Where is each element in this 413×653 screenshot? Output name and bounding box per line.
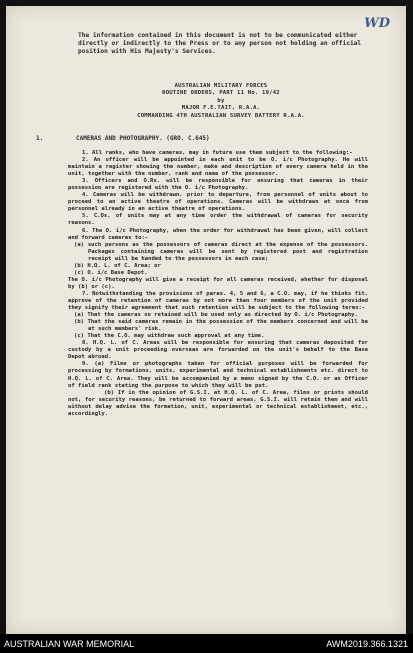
handwritten-mark: WD xyxy=(364,16,390,31)
order-heading xyxy=(76,83,366,120)
section-title: CAMERAS AND PHOTOGRAPHY. (GRO. C.645) xyxy=(76,135,210,142)
paragraph: 2. An officer will be appointed in each unit to be O. i/c Photography. He will maintain a register showing the number, make and description of every camera held in the unit, together with the number, rank and name of the possessor. xyxy=(68,157,368,178)
paragraph: (b) H.Q. L. of C. Area; or xyxy=(74,262,161,269)
heading-line-2: ROUTINE ORDERS, PART 11 No. 19/42 xyxy=(162,90,280,97)
heading-line-1: AUSTRALIAN MILITARY FORCES xyxy=(174,83,268,89)
paragraph: (b) If in the opinion of G.S.I. at H.Q. L. of C. Area, films or prints should not, for security reasons, be returned to forward areas, G.S.I. will retain them and will without delay advise the formation, unit, experimental or technical establishment, etc., accordingly. xyxy=(68,389,368,417)
paragraph: (b) That the said cameras remain in the possession of the members concerned and will be at such members' risk. xyxy=(74,319,368,333)
paragraph: 6. The O. i/c Photography, when the order for withdrawal has been given, will collect and forward cameras to:- xyxy=(68,227,368,241)
heading-line-5: COMMANDING 4TH AUSTRALIAN SURVEY BATTERY R.A.A. xyxy=(137,112,305,119)
paragraph: The O. i/c Photography will give a receipt for all cameras received, whether for disposal by (b) or (c). xyxy=(68,276,368,290)
paragraph: (c) O. i/c Base Depot. xyxy=(74,269,148,276)
paragraph: (c) That the C.O. may withdraw such approval at any time. xyxy=(74,333,265,340)
document-page xyxy=(6,6,406,634)
paragraph: 7. Notwithstanding the provisions of paras. 4, 5 and 6, a C.O. may, if he thinks fit, approve of the retention of cameras by not more than four members of the unit provided they signify their agreement that such retention will be subject to the following terms:- xyxy=(68,290,368,312)
order-body xyxy=(68,150,368,418)
security-notice: The information contained in this document is not to be communicated either directly or indirectly to the Press or to any person not holding an official position with His Majesty's Services. xyxy=(78,32,362,55)
paragraph: 1. All ranks, who have cameras, may in future use them subject to the following:- xyxy=(82,150,353,156)
footer-accession-number: AWM2019.366.1321 xyxy=(326,639,408,649)
section-number: 1. xyxy=(36,135,44,142)
heading-line-3: by xyxy=(217,97,225,104)
paragraph: (a) such persons as the possessors of cameras direct at the expense of the possessors. Packages containing cameras will be sent by registered post and registration receipt will be handed to the possessors in each case; xyxy=(74,241,368,262)
paragraph: 5. C.Os. of units may at any time order the withdrawal of cameras for security reasons. xyxy=(68,213,368,227)
paragraph: 3. Officers and O.Rs. will be responsible for ensuring that cameras in their possession are registered with the O. i/c Photography. xyxy=(68,178,368,192)
paragraph: 4. Cameras will be withdrawn, prior to departure, from personnel of units about to proceed to an active theatre of operations. Cameras will be withdrawn at once from personnel already in an active theatre of operations. xyxy=(68,192,368,213)
archive-footer xyxy=(0,634,413,653)
paragraph: 9. (a) Films or photographs taken for official purposes will be forwarded for processing by formations, units, experimental and technical establishments etc. direct to H.Q. L. of C. Area. They will be accompanied by a memo signed by the C.O. or an Officer of field rank stating the purpose to which they will be put. xyxy=(68,361,368,389)
footer-institution: AUSTRALIAN WAR MEMORIAL xyxy=(4,639,135,649)
heading-line-4: MAJOR F.E.TAIT, R.A.A. xyxy=(181,105,261,112)
paragraph: 8. H.Q. L. of C. Areas will be responsible for ensuring that cameras deposited for custody by a unit proceeding overseas are forwarded on the unit's behalf to the Base Depot abroad. xyxy=(68,340,368,361)
paragraph: (a) That the cameras so retained will be used only as directed by O. i/c Photography. xyxy=(74,312,358,319)
